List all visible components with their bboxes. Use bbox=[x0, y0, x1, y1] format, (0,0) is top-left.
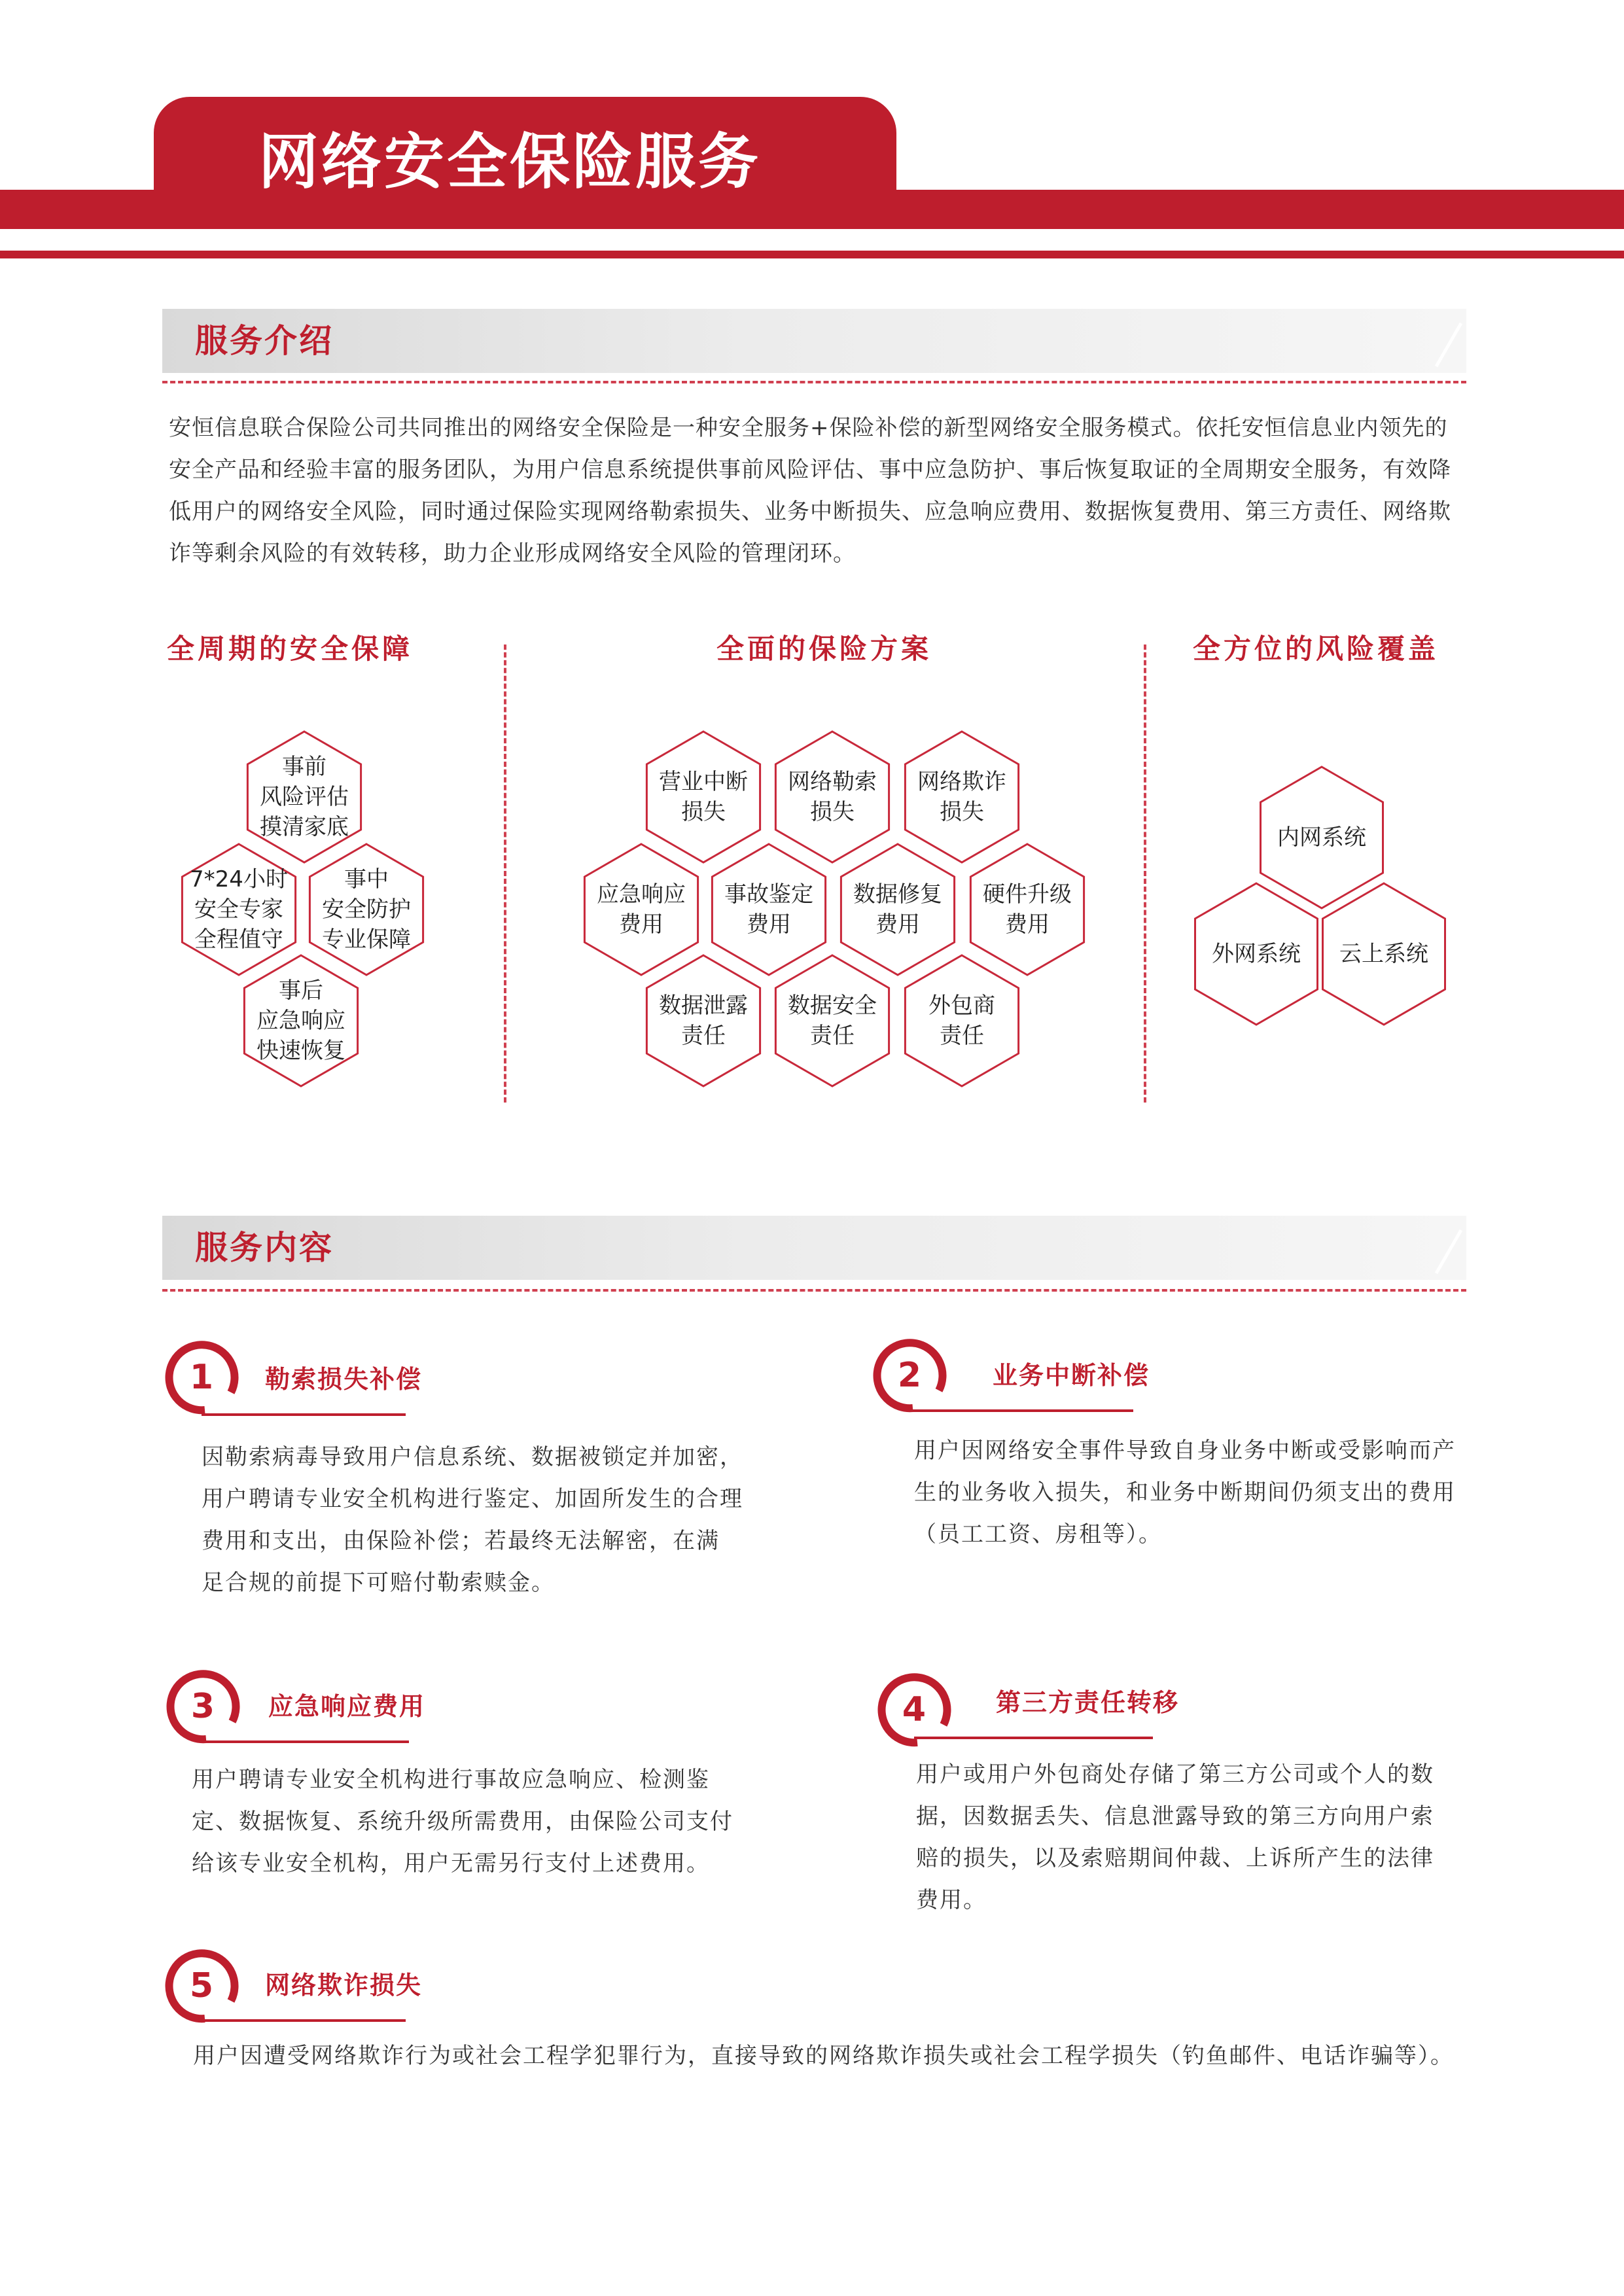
intro-paragraph: 安恒信息联合保险公司共同推出的网络安全保险是一种安全服务+保险补偿的新型网络安全服务模式。依托安恒信息业内领先的安全产品和经验丰富的服务团队，为用户信息系统提供事前风险评估、事中应急防护、事后恢复取证的全周期安全服务，有效降低用户的网络安全风险，同时通过保险实现网络勒索损失、业务中断损失、应急响应费用、数据恢复费用、第三方责任、网络欺诈等剩余风险的有效转移，助力企业形成网络安全风险的管理闭环。 bbox=[169, 415, 1451, 567]
coverage-hex-label-2: 外网系统 bbox=[1212, 941, 1301, 967]
lifecycle-hex-label-2: 7*24小时 安全专家 全程值守 bbox=[190, 866, 288, 953]
section-title-content: 服务内容 bbox=[195, 1229, 334, 1267]
item-description-line: 赔的损失，以及索赔期间仲裁、上诉所产生的法律 bbox=[916, 1845, 1434, 1871]
item-number: 3 bbox=[190, 1687, 215, 1726]
item-number: 1 bbox=[189, 1358, 214, 1397]
insurance-hex-label-7: 硬件升级 费用 bbox=[983, 881, 1072, 938]
insurance-hex-label-3: 网络欺诈 损失 bbox=[917, 769, 1006, 825]
column-title-lifecycle: 全周期的安全保障 bbox=[167, 633, 414, 665]
coverage-hex-label-3: 云上系统 bbox=[1339, 941, 1428, 967]
column-title-insurance: 全面的保险方案 bbox=[716, 633, 932, 665]
insurance-hex-label-2: 网络勒索 损失 bbox=[788, 769, 877, 825]
dashed-divider bbox=[162, 1289, 1466, 1292]
item-title: 应急响应费用 bbox=[268, 1692, 426, 1721]
coverage-hex-label-1: 内网系统 bbox=[1277, 824, 1366, 851]
section-title-intro: 服务介绍 bbox=[195, 322, 334, 360]
corner-slash-icon bbox=[1427, 1216, 1466, 1280]
item-title: 勒索损失补偿 bbox=[265, 1365, 423, 1394]
item-description bbox=[193, 2035, 1567, 2077]
page-title: 网络安全保险服务 bbox=[258, 127, 762, 197]
item-description bbox=[192, 1759, 761, 1884]
item-description bbox=[914, 1430, 1483, 1555]
lifecycle-hex-label-1: 事前 风险评估 摸清家底 bbox=[260, 754, 349, 840]
insurance-hex-label-9: 数据安全 责任 bbox=[788, 993, 877, 1049]
item-description-line: 用户聘请专业安全机构进行事故应急响应、检测鉴 bbox=[192, 1767, 710, 1793]
insurance-hex-label-6: 数据修复 费用 bbox=[853, 881, 942, 938]
item-underline bbox=[203, 1740, 409, 1743]
item-description-line: 定、数据恢复、系统升级所需费用，由保险公司支付 bbox=[192, 1809, 733, 1835]
insurance-hex-label-10: 外包商 责任 bbox=[928, 993, 995, 1049]
item-description-line: 用户因网络安全事件导致自身业务中断或受影响而产 bbox=[914, 1438, 1456, 1464]
item-number: 4 bbox=[902, 1690, 927, 1729]
item-description bbox=[202, 1436, 771, 1604]
item-title: 第三方责任转移 bbox=[996, 1688, 1180, 1717]
item-description-line: 用户聘请专业安全机构进行鉴定、加固所发生的合理 bbox=[202, 1486, 743, 1512]
item-number: 5 bbox=[189, 1966, 214, 2005]
item-title: 业务中断补偿 bbox=[993, 1361, 1150, 1390]
item-description-line: 因勒索病毒导致用户信息系统、数据被锁定并加密， bbox=[202, 1444, 743, 1470]
insurance-hex-label-8: 数据泄露 责任 bbox=[659, 993, 748, 1049]
item-title: 网络欺诈损失 bbox=[265, 1971, 423, 2000]
item-description-line: 给该专业安全机构，用户无需另行支付上述费用。 bbox=[192, 1850, 710, 1877]
column-title-coverage: 全方位的风险覆盖 bbox=[1193, 633, 1439, 665]
item-underline bbox=[914, 1737, 1153, 1739]
item-description-line: 用户或用户外包商处存储了第三方公司或个人的数 bbox=[916, 1761, 1434, 1788]
section-bar-content bbox=[162, 1216, 1466, 1280]
insurance-hex-label-5: 事故鉴定 费用 bbox=[724, 881, 813, 938]
insurance-hex-label-4: 应急响应 费用 bbox=[597, 881, 686, 938]
item-description-line: 足合规的前提下可赔付勒索赎金。 bbox=[202, 1570, 555, 1596]
lifecycle-hex-label-3: 事中 安全防护 专业保障 bbox=[322, 866, 411, 953]
item-description bbox=[916, 1754, 1485, 1921]
item-number: 2 bbox=[897, 1356, 922, 1395]
item-description-line: 生的业务收入损失，和业务中断期间仍须支出的费用 bbox=[914, 1479, 1456, 1506]
item-description-line: 据，因数据丢失、信息泄露导致的第三方向用户索 bbox=[916, 1803, 1434, 1829]
insurance-hex-label-1: 营业中断 损失 bbox=[659, 769, 748, 825]
item-description-line: （员工工资、房租等）。 bbox=[914, 1521, 1162, 1547]
item-description-line: 费用和支出，由保险补偿；若最终无法解密，在满 bbox=[202, 1528, 720, 1554]
item-underline bbox=[202, 1413, 406, 1416]
lifecycle-hex-label-4: 事后 应急响应 快速恢复 bbox=[256, 978, 345, 1064]
item-description-line: 用户因遭受网络欺诈行为或社会工程学犯罪行为，直接导致的网络欺诈损失或社会工程学损失（钓鱼邮件、电话诈骗等）。 bbox=[193, 2043, 1454, 2069]
item-description-line: 费用。 bbox=[916, 1887, 987, 1913]
item-underline bbox=[909, 1409, 1133, 1412]
item-underline bbox=[202, 2019, 406, 2022]
